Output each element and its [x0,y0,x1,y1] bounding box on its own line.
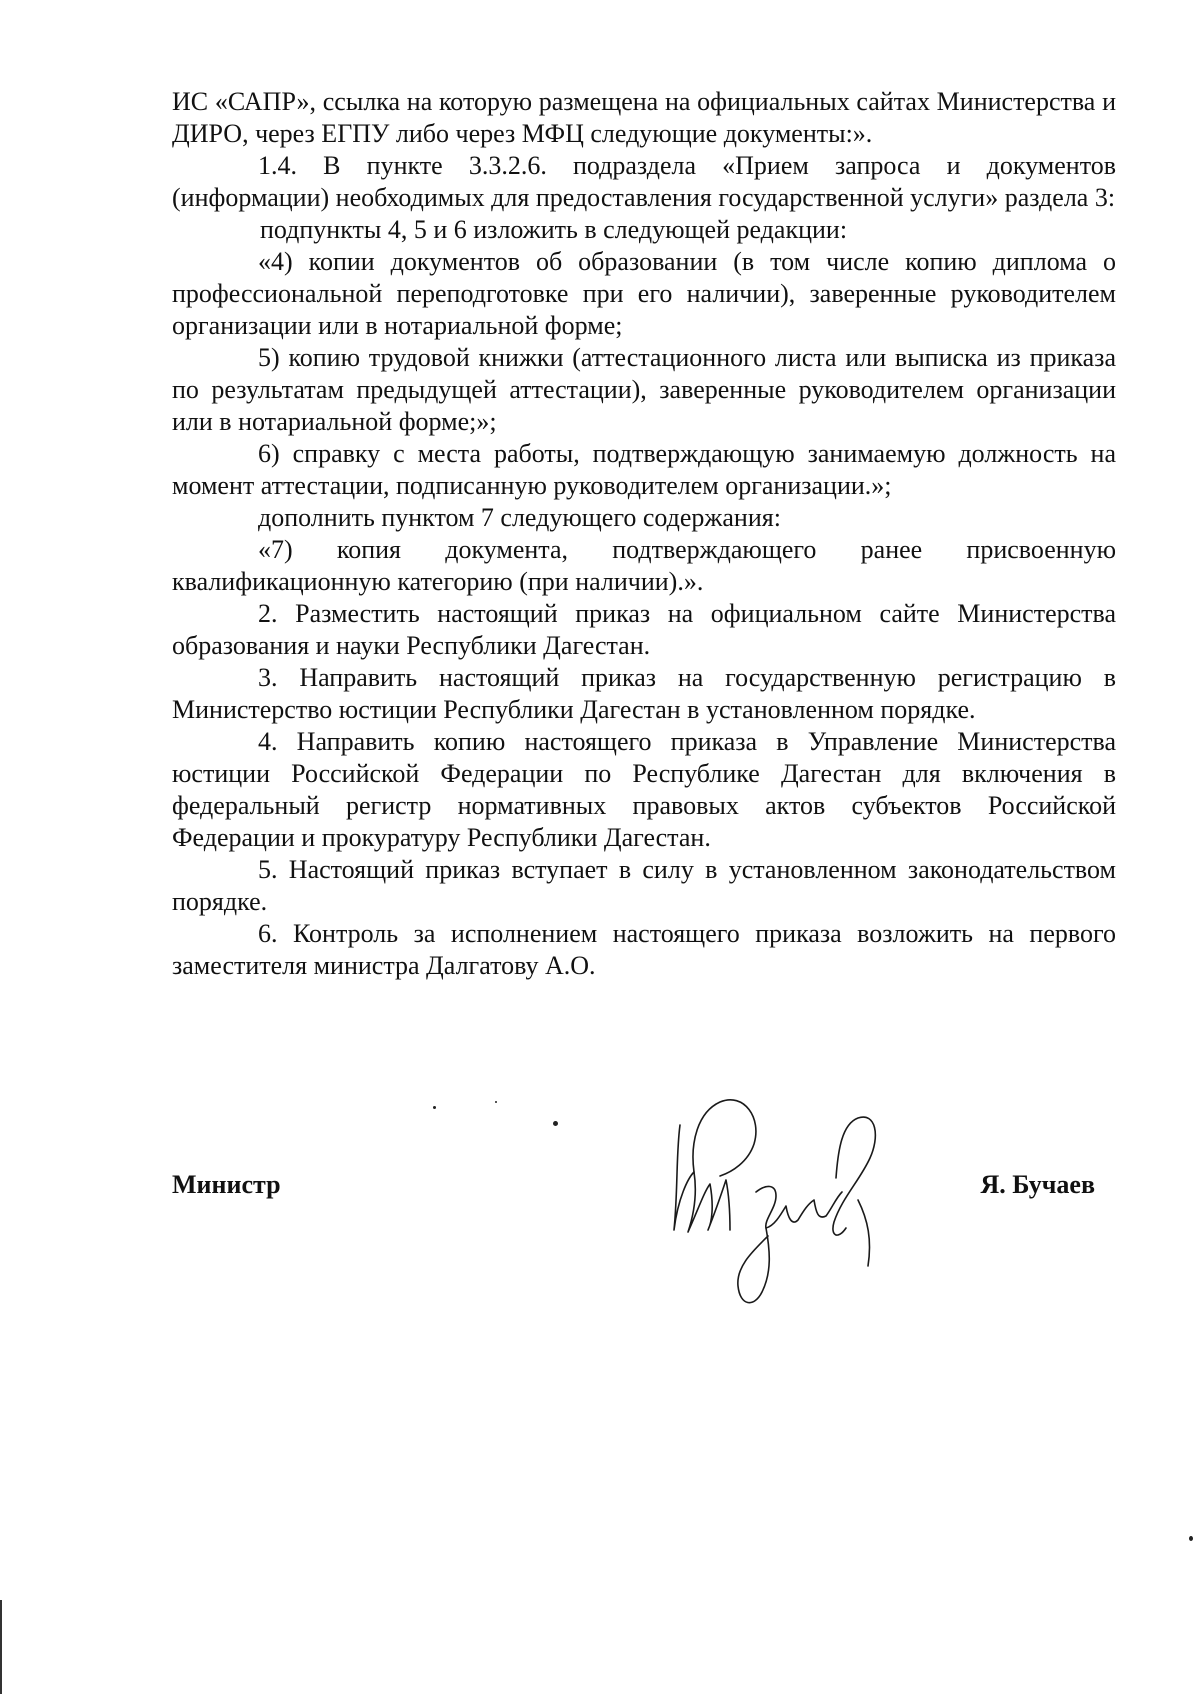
scan-speck [1189,1536,1193,1541]
paragraph-6: 6. Контроль за исполнением настоящего приказа возложить на первого заместителя министра Далгатову А.О. [172,919,1116,980]
paragraph-1-4: 1.4. В пункте 3.3.2.6. подраздела «Прием запроса и документов (информации) необходимых для предоставления государственной услуги» раздела 3: [172,151,1116,212]
handwritten-signature-icon [658,1080,908,1310]
signatory-name: Я. Бучаев [980,1170,1095,1199]
paragraph-5: 5. Настоящий приказ вступает в силу в установленном законодательством порядке. [172,855,1116,916]
paragraph-subitems-intro: подпункты 4, 5 и 6 изложить в следующей редакции: [260,215,848,244]
paragraph-add-item-7: дополнить пунктом 7 следующего содержания: [258,503,781,532]
paragraph-item-6: 6) справку с места работы, подтверждающую занимаемую должность на момент аттестации, подписанную руководителем организации.»; [172,439,1116,500]
signature-block [172,1170,1116,1210]
scan-speck [553,1121,558,1126]
paragraph-3: 3. Направить настоящий приказ на государственную регистрацию в Министерство юстиции Республики Дагестан в установленном порядке. [172,663,1116,724]
position-title: Министр [172,1170,281,1199]
document-body [172,86,1116,982]
paragraph-item-5: 5) копию трудовой книжки (аттестационного листа или выписка из приказа по результатам предыдущей аттестации), заверенные руководителем организации или в нотариальной форме;»; [172,343,1116,436]
scan-edge-line [0,1600,2,1694]
paragraph-item-4: «4) копии документов об образовании (в том числе копию диплома о профессиональной переподготовке при его наличии), заверенные руководителем организации или в нотариальной форме; [172,247,1116,340]
scan-speck [433,1106,436,1109]
scan-speck [495,1101,497,1103]
paragraph-2: 2. Разместить настоящий приказ на официальном сайте Министерства образования и науки Республики Дагестан. [172,599,1116,660]
paragraph-item-7: «7) копия документа, подтверждающего ранее присвоенную квалификационную категорию (при наличии).». [172,535,1116,596]
paragraph-continuation: ИС «САПР», ссылка на которую размещена на официальных сайтах Министерства и ДИРО, через ЕГПУ либо через МФЦ следующие документы:». [172,87,1116,148]
paragraph-4: 4. Направить копию настоящего приказа в Управление Министерства юстиции Российской Федерации по Республике Дагестан для включения в федеральный регистр нормативных правовых актов субъектов Российской Федерации и прокуратуру Республики Дагестан. [172,727,1116,852]
